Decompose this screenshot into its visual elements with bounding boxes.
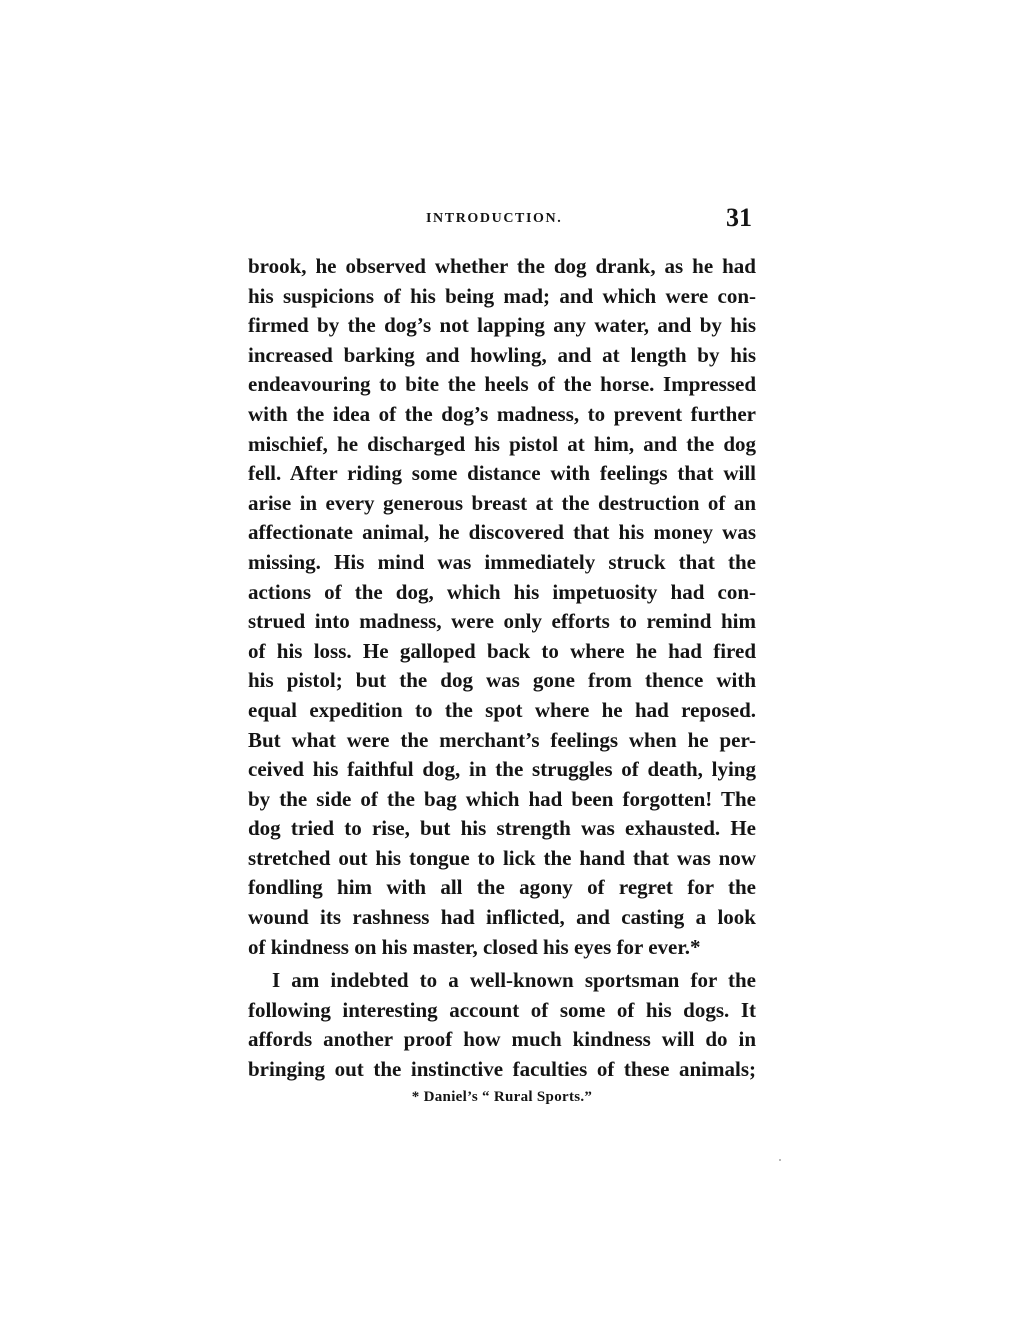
text-line: endeavouring to bite the heels of the horse. Impressed xyxy=(248,372,756,397)
footnote: * Daniel’s “ Rural Sports.” xyxy=(411,1089,593,1105)
text-line: of his loss. He galloped back to where he had fired xyxy=(248,638,756,663)
text-line: bringing out the instinctive faculties of these animals; xyxy=(248,1057,756,1082)
scan-speck xyxy=(779,1159,781,1161)
text-line: of kindness on his master, closed his eyes for ever.* xyxy=(248,934,701,959)
text-line: arise in every generous breast at the destruction of an xyxy=(248,490,756,515)
text-line: his suspicions of his being mad; and which were con- xyxy=(248,283,756,308)
text-line: mischief, he discharged his pistol at him, and the dog xyxy=(248,431,756,456)
text-line: equal expedition to the spot where he had reposed. xyxy=(248,697,756,722)
text-line: stretched out his tongue to lick the hand that was now xyxy=(248,845,756,870)
text-line: dog tried to rise, but his strength was exhausted. He xyxy=(248,816,756,841)
paragraph-1 xyxy=(248,252,756,962)
text-line: by the side of the bag which had been forgotten! The xyxy=(248,786,756,811)
text-line: affords another proof how much kindness will do in xyxy=(248,1027,756,1052)
text-line: following interesting account of some of his dogs. It xyxy=(248,997,756,1022)
text-line: affectionate animal, he discovered that his money was xyxy=(248,520,756,545)
running-head: INTRODUCTION. xyxy=(426,211,563,226)
text-line: missing. His mind was immediately struck that the xyxy=(248,549,756,574)
text-line: But what were the merchant’s feelings when he per- xyxy=(248,727,756,752)
page-number: 31 xyxy=(726,203,752,232)
text-line: fondling him with all the agony of regret for the xyxy=(248,875,756,900)
text-line: increased barking and howling, and at length by his xyxy=(248,342,756,367)
text-line: firmed by the dog’s not lapping any water, and by his xyxy=(248,313,756,338)
text-line: wound its rashness had inflicted, and casting a look xyxy=(248,905,756,930)
page-header xyxy=(248,203,756,239)
text-line: fell. After riding some distance with feelings that will xyxy=(248,461,756,486)
text-line: strued into madness, were only efforts to remind him xyxy=(248,609,756,634)
text-line: ceived his faithful dog, in the struggles of death, lying xyxy=(248,757,756,782)
text-line: actions of the dog, which his impetuosity had con- xyxy=(248,579,756,604)
body-text xyxy=(248,252,756,1085)
text-line: I am indebted to a well-known sportsman for the xyxy=(272,968,756,993)
paragraph-2 xyxy=(248,966,756,1084)
text-line: brook, he observed whether the dog drank, as he had xyxy=(248,254,756,278)
text-line: with the idea of the dog’s madness, to prevent further xyxy=(248,401,756,426)
text-line: his pistol; but the dog was gone from thence with xyxy=(248,668,756,693)
